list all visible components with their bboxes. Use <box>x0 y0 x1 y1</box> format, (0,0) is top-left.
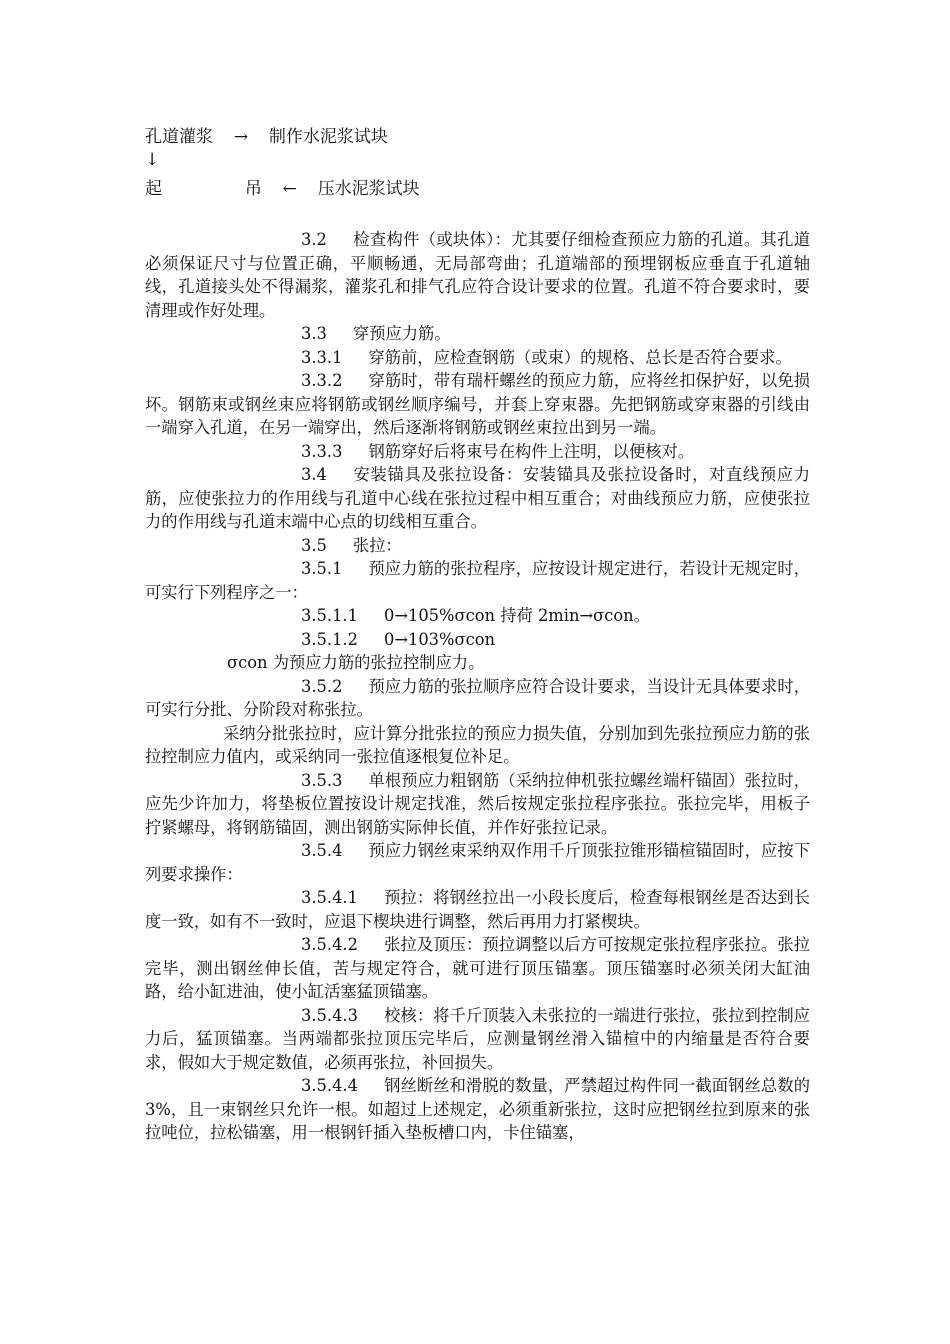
paragraph: 3.3.1 穿筋前，应检查钢筋（或束）的规格、总长是否符合要求。 <box>301 347 792 367</box>
document-body <box>145 228 810 1145</box>
flow-row-1 <box>145 126 420 149</box>
process-flow <box>145 126 420 201</box>
paragraph: 3.5.3 单根预应力粗钢筋（采纳拉伸机张拉螺丝端杆锚固）张拉时，应先少许加力，将垫板位置按设计规定找准，然后按规定张拉程序张拉。张拉完毕，用板子拧紧螺母，将钢筋锚固，测出钢筋实际伸长值，并作好张拉记录。 <box>145 770 810 837</box>
arrow-right-icon: → <box>233 127 249 147</box>
paragraph: 3.3.3 钢筋穿好后将束号在构件上注明，以便核对。 <box>301 441 695 461</box>
arrow-left-icon: ← <box>282 179 297 199</box>
paragraph: 采纳分批张拉时，应计算分批张拉的预应力损失值，分别加到先张拉预应力筋的张拉控制应力值内，或采纳同一张拉值逐根复位补足。 <box>145 723 810 766</box>
flow-step-make-test-block: 制作水泥浆试块 <box>268 127 388 147</box>
paragraph: 3.3 穿预应力筋。 <box>301 324 451 343</box>
paragraph: 3.3.2 穿筋时，带有瑞杆螺丝的预应力筋，应将丝扣保护好，以免损坏。钢筋束或钢丝束应将钢筋或钢丝顺序编号，并套上穿束器。先把钢筋或穿束器的引线由一端穿入孔道，在另一端穿出，然后逐渐将钢筋或钢丝束拉出到另一端。 <box>145 371 810 437</box>
paragraph: 3.5.1.2 0→103%σcon <box>301 629 496 649</box>
paragraph: 3.5.1.1 0→105%σcon 持荷 2min→σcon。 <box>301 606 650 625</box>
paragraph: 3.2 检查构件（或块体）：尤其要仔细检查预应力筋的孔道。其孔道必须保证尺寸与位置正确，平顺畅通，无局部弯曲；孔道端部的预埋钢板应垂直于孔道轴线，孔道接头处不得漏浆，灌浆孔和排气孔应符合设计要求的位置。孔道不符合要求时，要清理或作好处理。 <box>145 230 810 320</box>
paragraph: 3.5.4.4 钢丝断丝和滑脱的数量，严禁超过构件同一截面钢丝总数的 3%，且一束钢丝只允许一根。如超过上述规定，必须重新张拉，这时应把钢丝拉到原来的张拉吨位，拉松锚塞，用一根钢钎插入垫板槽口内，卡住锚塞， <box>145 1076 810 1142</box>
paragraph: 3.5.4 预应力钢丝束采纳双作用千斤顶张拉锥形锚楦锚固时，应按下列要求操作： <box>145 841 810 884</box>
flow-row-3 <box>145 178 420 201</box>
flow-step-grouting: 孔道灌浆 <box>145 127 213 147</box>
flow-step-press-test-block: 压水泥浆试块 <box>317 179 420 199</box>
paragraph: 3.5.2 预应力筋的张拉顺序应符合设计要求，当设计无具体要求时，可实行分批、分阶段对称张拉。 <box>145 676 810 719</box>
paragraph: 3.5.4.1 预拉：将钢丝拉出一小段长度后，检查每根钢丝是否达到长度一致，如有不一致时，应退下楔块进行调整，然后再用力打紧楔块。 <box>145 888 810 931</box>
paragraph: 3.4 安装锚具及张拉设备：安装锚具及张拉设备时，对直线预应力筋，应使张拉力的作用线与孔道中心线在张拉过程中相互重合；对曲线预应力筋，应使张拉力的作用线与孔道末端中心点的切线相互重合。 <box>145 465 810 531</box>
arrow-down-icon: ↓ <box>145 150 160 170</box>
paragraph: 3.5 张拉： <box>301 535 402 555</box>
paragraph: 3.5.4.2 张拉及顶压：预拉调整以后方可按规定张拉程序张拉。张拉完毕，测出钢丝伸长值，苦与规定符合，就可进行顶压锚塞。顶压锚塞时必须关闭大缸油路，给小缸进油，使小缸活塞猛顶锚塞。 <box>145 935 810 1001</box>
paragraph: 3.5.4.3 校核：将千斤顶装入未张拉的一端进行张拉，张拉到控制应力后，猛顶锚塞。当两端都张拉顶压完毕后，应测量钢丝滑入锚楦中的内缩量是否符合要求，假如大于规定数值，必须再张拉，补回损失。 <box>145 1005 810 1072</box>
paragraph: 3.5.1 预应力筋的张拉程序，应按设计规定进行，若设计无规定时，可实行下列程序之一： <box>145 559 810 602</box>
paragraph: σcon 为预应力筋的张拉控制应力。 <box>227 653 485 672</box>
flow-row-2 <box>145 149 420 172</box>
flow-step-lift-right: 吊 <box>244 179 262 199</box>
flow-step-lift-left: 起 <box>145 179 162 199</box>
